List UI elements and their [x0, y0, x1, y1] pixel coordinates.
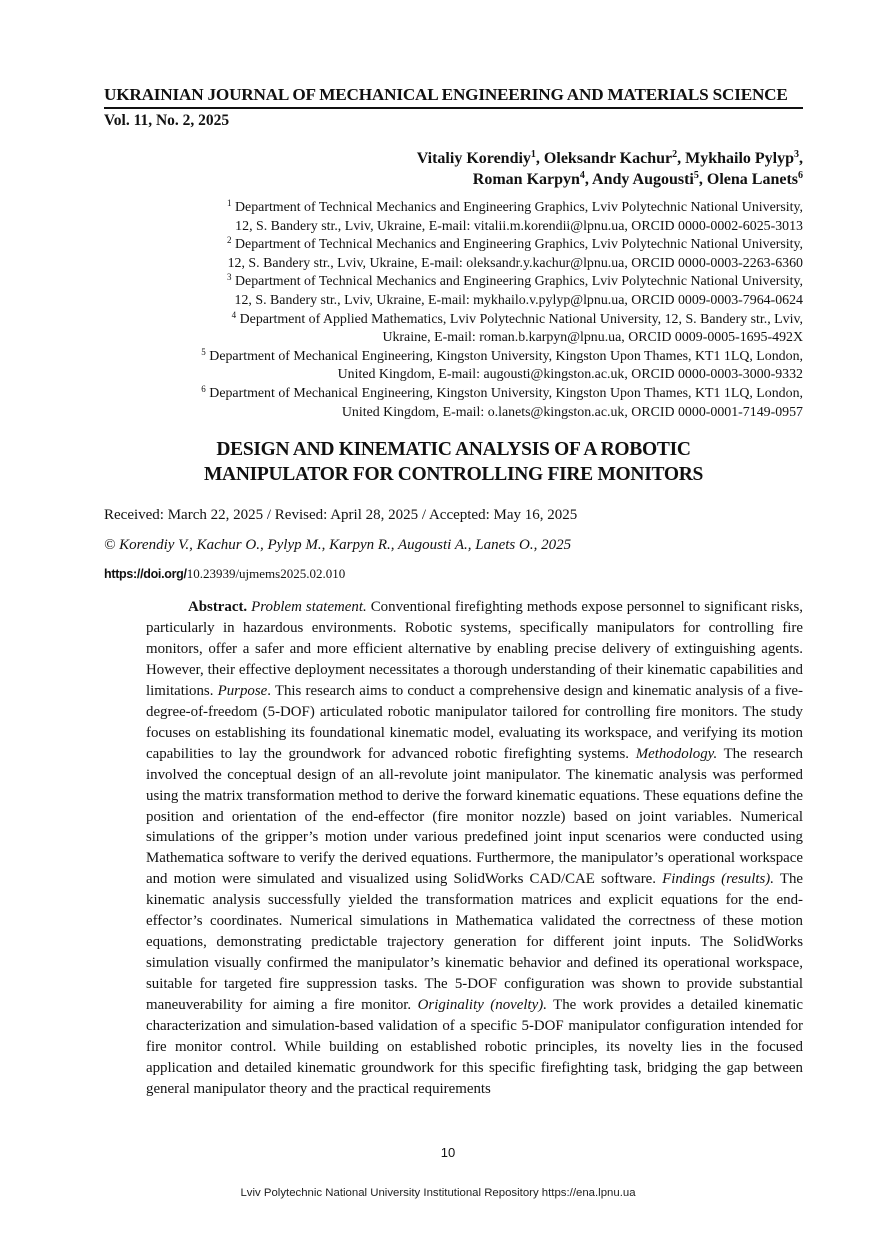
affiliation-contact: Ukraine, E-mail: roman.b.karpyn@lpnu.ua, ORCID 0009-0005-1695-492X — [382, 330, 803, 346]
author-name: Andy Augousti — [592, 171, 694, 188]
affiliation — [143, 199, 803, 236]
affiliation-number: 5 — [201, 346, 206, 357]
doi-suffix[interactable]: 10.23939/ujmems2025.02.010 — [186, 566, 346, 581]
affiliation — [143, 273, 803, 310]
affiliation-contact: 12, S. Bandery str., Lviv, Ukraine, E-mail: vitalii.m.korendii@lpnu.ua, ORCID 0000-0002-6025-3013 — [235, 218, 803, 234]
affiliation — [143, 311, 803, 348]
author-name: Mykhailo Pylyp — [685, 150, 794, 167]
affiliation-text: Department of Applied Mathematics, Lviv Polytechnic National University, 12, S. Bandery str., Lviv, — [239, 311, 803, 327]
author-name: Oleksandr Kachur — [543, 150, 673, 167]
abstract-text-methodology: The research involved the conceptual design of an all-revolute joint manipulator. The kinematic analysis was performed using the matrix transformation method to derive the forward kinematic equations. These equations define the position and orientation of the end-effector (fire monitor nozzle) based on joint variables. Numerical simulations of the gripper’s motion under various predefined joint input scenarios were conducted using Mathematica software to verify the derived equations. Furthermore, the manipulator’s operational workspace and motion were simulated and visualized using SolidWorks CAD/CAE software. — [146, 745, 803, 888]
abstract-heading-originality: Originality (novelty). — [417, 997, 547, 1014]
affiliation-contact: 12, S. Bandery str., Lviv, Ukraine, E-mail: mykhailo.v.pylyp@lpnu.ua, ORCID 0009-0003-7964-0624 — [234, 292, 803, 308]
author — [592, 171, 707, 188]
author-name: Olena Lanets — [706, 171, 798, 188]
affiliation-contact: 12, S. Bandery str., Lviv, Ukraine, E-mail: oleksandr.y.kachur@lpnu.ua, ORCID 0000-0003-2263-6360 — [227, 255, 803, 271]
affiliation-number: 4 — [231, 309, 237, 320]
author-affil-ref: 1 — [530, 149, 536, 160]
paper-title-line: MANIPULATOR FOR CONTROLLING FIRE MONITORS — [203, 464, 704, 485]
affiliation-number: 6 — [201, 383, 206, 394]
affiliation — [143, 385, 803, 422]
affiliation-line — [143, 199, 803, 218]
author — [685, 150, 803, 167]
author-name: Roman Karpyn — [472, 171, 580, 188]
affiliation — [143, 236, 803, 273]
author — [544, 150, 685, 167]
doi-prefix[interactable]: https://doi.org/ — [104, 567, 187, 581]
abstract-label: Abstract. — [188, 599, 248, 615]
affiliation-line — [143, 273, 803, 292]
author — [707, 171, 803, 188]
affiliation-number: 1 — [227, 198, 232, 208]
affiliation-text: Department of Technical Mechanics and Engineering Graphics, Lviv Polytechnic National University, — [235, 200, 803, 215]
publication-dates: Received: March 22, 2025 / Revised: April 28, 2025 / Accepted: May 16, 2025 — [104, 507, 578, 523]
author-separator: , — [799, 150, 803, 167]
header-divider — [104, 107, 803, 109]
author-list — [303, 148, 803, 190]
author-name: Vitaliy Korendiy — [416, 150, 531, 167]
paper-title-line: DESIGN AND KINEMATIC ANALYSIS OF A ROBOTIC — [216, 439, 691, 460]
copyright-notice: © Korendiy V., Kachur O., Pylyp M., Karpyn R., Augousti A., Lanets O., 2025 — [104, 537, 572, 553]
abstract-heading-methodology: Methodology. — [635, 745, 718, 762]
author-separator: , — [698, 171, 707, 188]
author — [417, 150, 544, 167]
abstract-text-purpose: . This research aims to conduct a comprehensive design and kinematic analysis of a five-degree-of-freedom (5-DOF) articulated robotic manipulator tailored for controlling fire monitors. The study focuses on establishing its foundational kinematic model, evaluating its workspace, and verifying its motion capabilities to lay the groundwork for advanced robotic firefighting systems. — [146, 682, 803, 762]
affiliation-contact: United Kingdom, E-mail: augousti@kingston.ac.uk, ORCID 0000-0003-3000-9332 — [337, 367, 803, 383]
affiliation-text: Department of Technical Mechanics and Engineering Graphics, Lviv Polytechnic National University, — [235, 274, 803, 290]
affiliation — [143, 348, 803, 385]
abstract-heading-purpose: Purpose — [217, 682, 268, 699]
author-separator: , — [584, 171, 593, 188]
affiliation-text: Department of Mechanical Engineering, Kingston University, Kingston Upon Thames, KT1 1LQ, London, — [209, 348, 803, 364]
affiliation-line — [143, 236, 803, 255]
abstract-heading-problem: Problem statement. — [251, 599, 367, 615]
affiliation-line — [143, 348, 803, 367]
author-affil-ref: 2 — [672, 149, 678, 160]
abstract-text-problem: Conventional firefighting methods expose personnel to significant risks, particularly in hazardous environments. Robotic systems, specifically manipulators for controlling fire monitors, offer a safer and more efficient alternative by enabling precise delivery of extinguishing agents. However, their effective deployment necessitates a thorough understanding of their kinematic capabilities and limitations. — [146, 599, 803, 699]
doi-link[interactable] — [104, 565, 345, 583]
author-affil-ref: 6 — [798, 170, 803, 181]
abstract — [146, 597, 803, 1100]
affiliation-number: 2 — [227, 235, 232, 246]
author-affil-ref: 5 — [693, 170, 699, 181]
affiliation-text: Department of Mechanical Engineering, Kingston University, Kingston Upon Thames, KT1 1LQ, London, — [209, 385, 803, 401]
journal-title: UKRAINIAN JOURNAL OF MECHANICAL ENGINEERING AND MATERIALS SCIENCE — [104, 85, 788, 104]
author — [473, 171, 592, 188]
page-number: 10 — [440, 1145, 456, 1160]
journal-header — [104, 84, 803, 131]
affiliation-text: Department of Technical Mechanics and Engineering Graphics, Lviv Polytechnic National University, — [235, 237, 803, 253]
affiliation-contact: United Kingdom, E-mail: o.lanets@kingston.ac.uk, ORCID 0000-0001-7149-0957 — [341, 404, 803, 420]
affiliation-number: 3 — [227, 272, 232, 283]
journal-volume: Vol. 11, No. 2, 2025 — [104, 112, 230, 129]
author-separator: , — [535, 150, 544, 167]
affiliation-line — [143, 385, 803, 404]
abstract-text-originality: The work provides a detailed kinematic characterization and simulation-based validation of a specific 5-DOF manipulator configuration intended for fire monitor control. While building on established robotic principles, its novelty lies in the focused application and detailed kinematic groundwork for this specific firefighting task, bridging the gap between general manipulator theory and the practical requirements — [146, 997, 803, 1097]
author-affil-ref: 4 — [579, 170, 585, 181]
author-affil-ref: 3 — [794, 149, 799, 160]
affiliation-line — [143, 311, 803, 330]
affiliation-list — [143, 199, 803, 422]
abstract-heading-findings: Findings (results). — [662, 871, 774, 888]
author-separator: , — [677, 150, 686, 167]
abstract-text-findings: The kinematic analysis successfully yielded the transformation matrices and explicit equations for the end-effector’s coordinates. Numerical simulations in Mathematica validated the correctness of these motion equations, demonstrating predictable trajectory generation for different joint inputs. The SolidWorks simulation visually confirmed the manipulator’s kinematic behavior and defined its operational workspace, suitable for targeted fire suppression tasks. The 5-DOF configuration was shown to provide substantial maneuverability for aiming a fire monitor. — [146, 871, 803, 1014]
paper-title — [104, 437, 803, 487]
repository-footer: Lviv Polytechnic National University Institutional Repository https://ena.lpnu.ua — [240, 1187, 636, 1199]
